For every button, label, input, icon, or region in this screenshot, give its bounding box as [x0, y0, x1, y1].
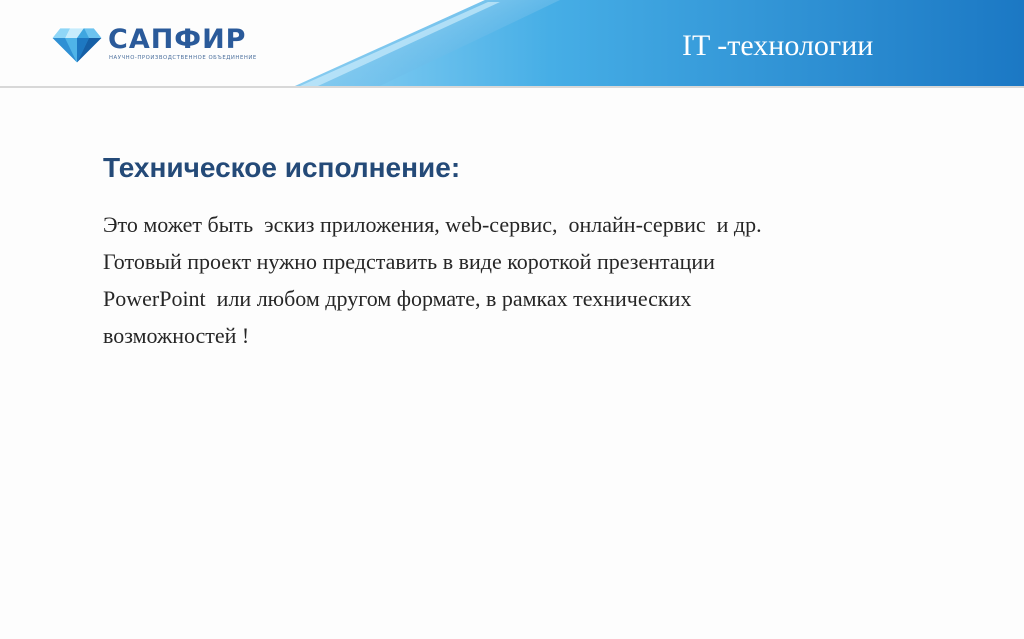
section-heading: Техническое исполнение: [103, 152, 461, 183]
company-logo [52, 24, 262, 66]
body-line: Готовый проект нужно представить в виде короткой презентации [103, 249, 715, 274]
header-title: IT -технологии [682, 29, 874, 62]
body-line: PowerPoint или любом другом формате, в рамках технических [103, 286, 692, 311]
logo-tagline: НАУЧНО-ПРОИЗВОДСТВЕННОЕ ОБЪЕДИНЕНИЕ [109, 55, 257, 61]
header-divider [0, 86, 1024, 88]
diamond-icon [52, 26, 102, 64]
logo-name: САПФИР [108, 24, 247, 55]
body-paragraph [103, 206, 903, 354]
slide-header [0, 0, 1024, 88]
body-line: возможностей ! [103, 323, 250, 348]
body-line: Это может быть эскиз приложения, web-сервис, онлайн-сервис и др. [103, 212, 762, 237]
